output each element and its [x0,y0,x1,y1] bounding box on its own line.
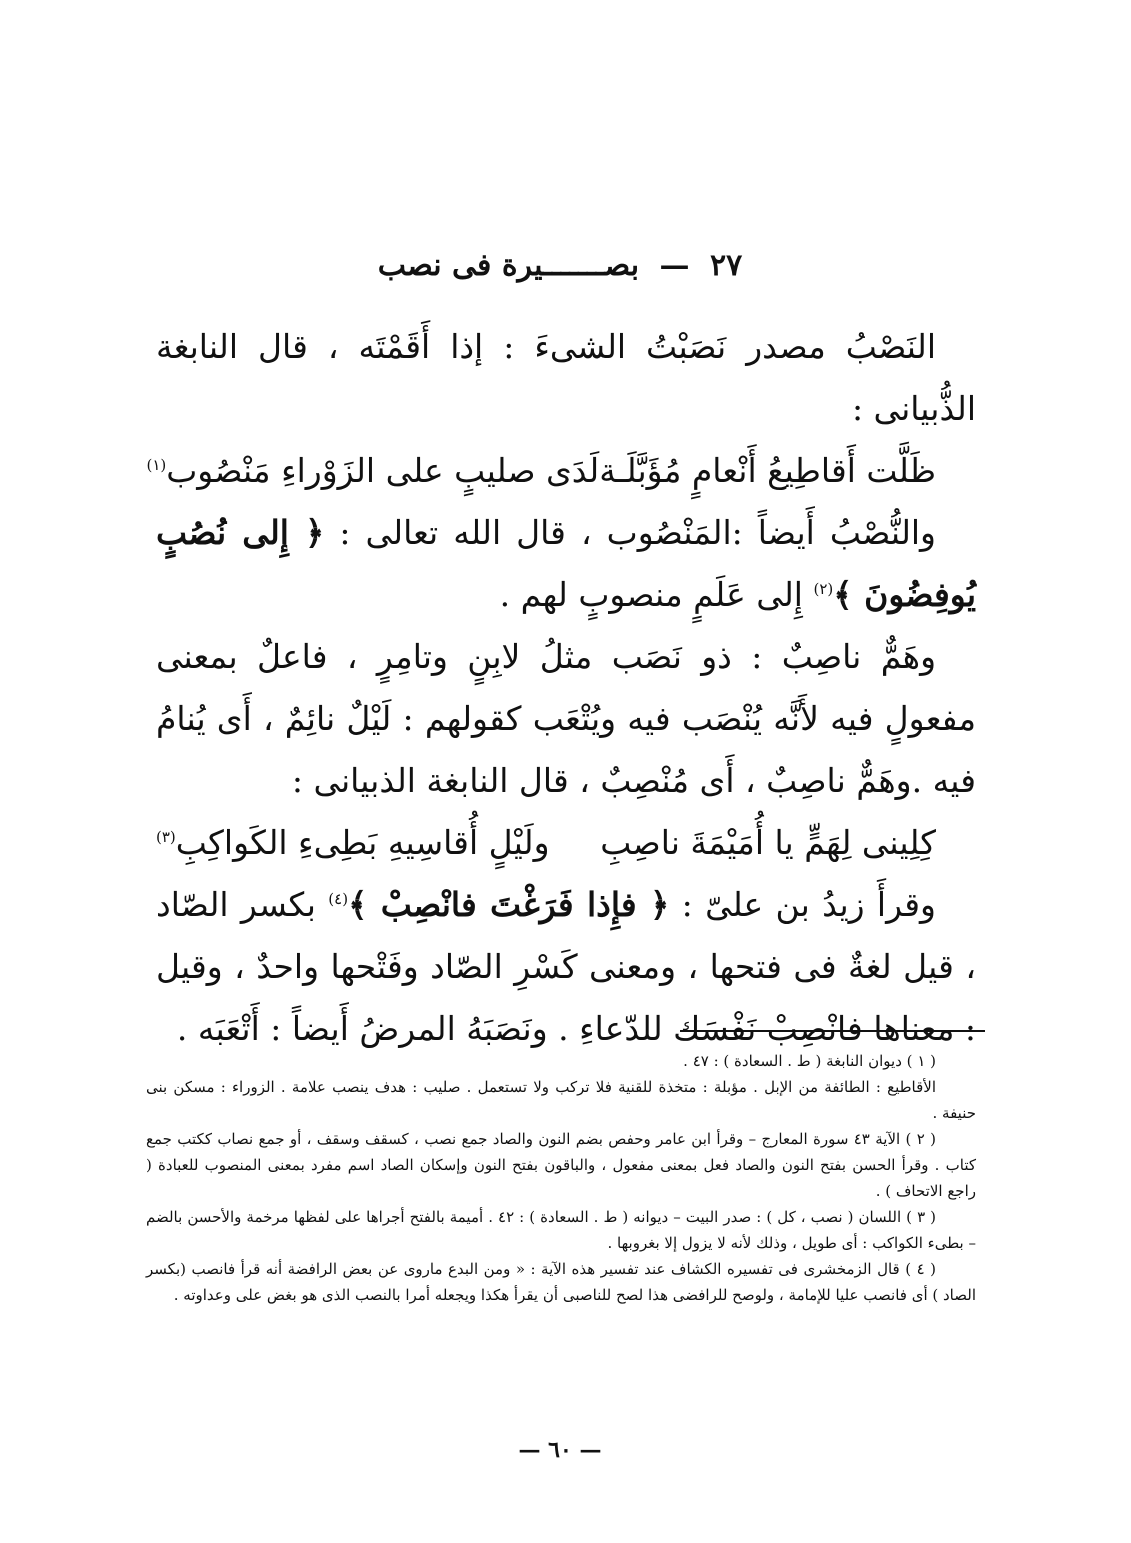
verse-1-first-hemistich: ظَلَّت أَقاطِيعُ أَنْعامٍ مُؤَبَّلَـة [599,451,936,490]
paragraph-3-text: وهَمٌّ ناصِبٌ : ذو نَصَب مثلُ لابِنٍ وتامِرٍ ، فاعلٌ بمعنى مفعولٍ فيه لأَنَّه يُنْصَب فيه ويُتْعَب كقولهم : لَيْلٌ نائِمٌ ، أَى يُنامُ فيه .وهَمٌّ ناصِبٌ ، أَى مُنْصِبٌ ، قال النابغة الذبيانى : [156,637,976,800]
footnote-4: ( ٤ ) قال الزمخشرى فى تفسيره الكشاف عند تفسير هذه الآية : « ومن البدع ماروى عن بعض الرافضة أنه قرأ فانصب (بكسر الصاد ) أى فانصب عليا للإمامة ، ولوصح للرافضى هذا لصح للناصبى أن يقرأ هكذا ويجعله أمرا بالنصب الذى هو بغض على وعداوته . [146,1260,976,1304]
quran-quote-1: ﴿ إِلى نُصُبٍ يُوفِضُونَ ﴾ [156,513,976,614]
paragraph-4-text-end: بكسر الصّاد ، قيل لغةٌ فى فتحها ، ومعنى كَسْرِ الصّاد وفَتْحها واحدٌ ، وقيل : معناها فانْصِبْ نَفْسَك للدّعاءِ . ونَصَبَهُ المرضُ أَيضاً : أَتْعَبَه . [156,885,976,1048]
article-title: بصـــــــيرة فى نصب [377,248,640,283]
article-heading [300,248,820,283]
paragraph-4 [156,874,976,1060]
verse-2-first-hemistich: كِلِينى لِهَمٍّ يا أُمَيْمَةَ ناصِبِ [600,823,936,862]
footnote-1: ( ١ ) ديوان النابغة ( ط . السعادة ) : ٤٧ . [683,1052,936,1070]
footnote-ref-1[interactable]: (١) [146,456,167,474]
quran-quote-2: ﴿ فإِذا فَرَغْتَ فانْصِبْ ﴾ [348,885,670,924]
footnote-ref-3[interactable]: (٣) [156,828,176,846]
paragraph-2-continuation: إِلى عَلَمٍ منصوبٍ لهم . [499,575,803,614]
footnote-ref-2[interactable]: (٢) [813,580,834,598]
verse-2-second-hemistich [156,812,550,874]
footnote-ref-4[interactable]: (٤) [328,890,349,908]
main-text [146,316,976,1060]
paragraph-1-text: النَصْبُ مصدر نَصَبْتُ الشىءَ : إذا أَقَمْتَه ، قال النابغة الذُّبيانى : [156,327,976,428]
footnotes-section [146,1048,976,1308]
article-number: ٢٧ [709,248,743,283]
verse-1 [146,440,976,502]
verse-2 [156,812,976,874]
page-number: — ٦٠ — [518,1437,602,1463]
paragraph-1 [156,316,976,440]
footnote-1-gloss: الأقاطيع : الطائفة من الإبل . مؤبلة : متخذة للقنية فلا تركب ولا تستعمل . صليب : هدف ينصب علامة . الزوراء : مسكن بنى حنيفة . [146,1078,976,1122]
verse-2-second-text: ولَيْلٍ أُقاسِيهِ بَطِىءِ الكَواكِبِ [175,823,550,862]
verse-1-second-text: لَدَى صليبٍ على الزَوْراءِ مَنْصُوب [166,451,600,490]
paragraph-4-text-start: وقرأَ زيدُ بن علىّ : [681,885,936,924]
footnote-2: ( ٢ ) الآية ٤٣ سورة المعارج – وقرأ ابن عامر وحفص بضم النون والصاد جمع نصب ، كسقف وسقف ، أو جمع نصاب ككتب جمع كتاب . وقرأ الحسن بفتح النون والصاد فعل بمعنى مفعول ، والباقون بفتح النون وإسكان الصاد اسم مفرد بمعنى المنصوب للعبادة ( راجع الاتحاف ) . [146,1130,976,1200]
heading-dash: — [659,248,690,283]
paragraph-2-text: والنُّصْبُ أَيضاً :المَنْصُوب ، قال الله تعالى : [339,513,936,552]
footnote-3: ( ٣ ) اللسان ( نصب ، كل ) : صدر البيت – ديوانه ( ط . السعادة ) : ٤٢ . أميمة بالفتح أجراها على لفظها مرخمة والأحسن بالضم – بطىء الكواكب : أى طويل ، وذلك لأنه لا يزول إلا بغروبها . [146,1208,976,1252]
paragraph-2 [156,502,976,626]
footnote-separator [680,1030,985,1032]
verse-1-second-hemistich [146,440,599,502]
paragraph-3 [156,626,976,812]
